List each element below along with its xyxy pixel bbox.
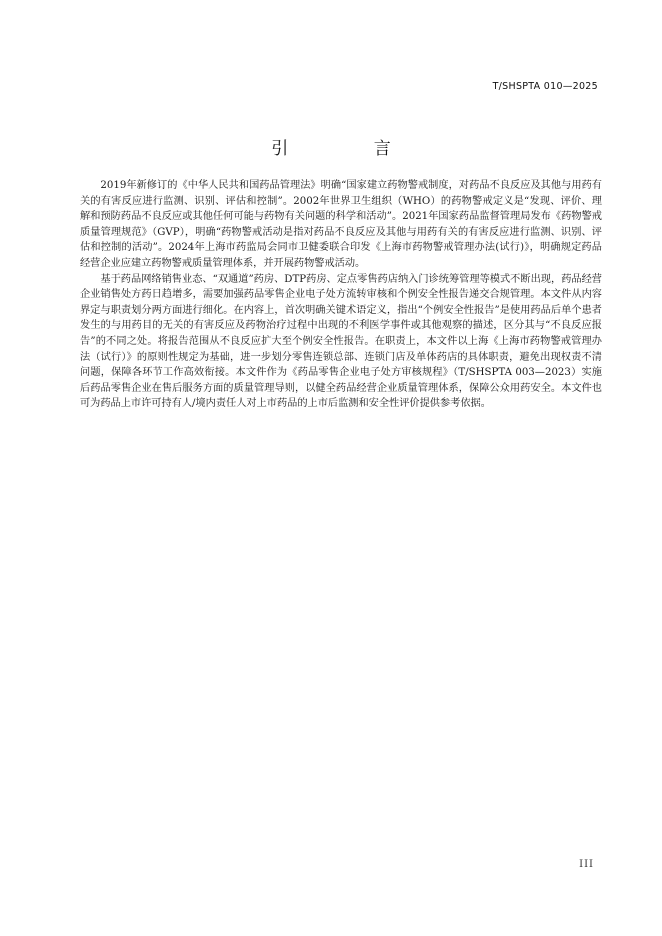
page-number: III xyxy=(579,859,594,870)
paragraph-2: 基于药品网络销售业态、“双通道”药房、DTP药房、定点零售药店纳入门诊统筹管理等模式不断出现，药品经营企业销售处方药日趋增多，需要加强药品零售企业电子处方流转审核和个例安全性报告递交合规管理。本文件从内容界定与职责划分两方面进行细化。在内容上，首次明确关键术语定义，指出“个例安全性报告”是使用药品后单个患者发生的与用药目的无关的有害反应及药物治疗过程中出现的不利医学事件或其他观察的描述，区分其与“不良反应报告”的不同之处。将报告范围从不良反应扩大至个例安全性报告。在职责上，本文件以上海《上海市药物警戒管理办法（试行）》的原则性规定为基础，进一步划分零售连锁总部、连锁门店及单体药店的具体职责，避免出现权责不清问题，保障各环节工作高效衔接。本文件作为《药品零售企业电子处方审核规程》（T/SHSPTA 003—2023）实施后药品零售企业在售后服务方面的质量管理导则，以健全药品经营企业质量管理体系，保障公众用药安全。本文件也可为药品上市许可持有人/境内责任人对上市药品的上市后监测和安全性评价提供参考依据。 xyxy=(80,273,602,410)
paragraph-1: 2019年新修订的《中华人民共和国药品管理法》明确“国家建立药物警戒制度，对药品不良反应及其他与用药有关的有害反应进行监测、识别、评估和控制”。2002年世界卫生组织（WHO）的药物警戒定义是“发现、评价、理解和预防药品不良反应或其他任何可能与药物有关问题的科学和活动”。2021年国家药品监督管理局发布《药物警戒质量管理规范》（GVP），明确“药物警戒活动是指对药品不良反应及其他与用药有关的有害反应进行监测、识别、评估和控制的活动”。2024年上海市药监局会同市卫健委联合印发《上海市药物警戒管理办法(试行)》，明确规定药品经营企业应建立药物警戒质量管理体系，并开展药物警戒活动。 xyxy=(80,180,602,269)
body-text xyxy=(80,178,602,412)
section-title: 引 言 xyxy=(271,139,431,159)
document-code: T/SHSPTA 010—2025 xyxy=(492,81,598,92)
